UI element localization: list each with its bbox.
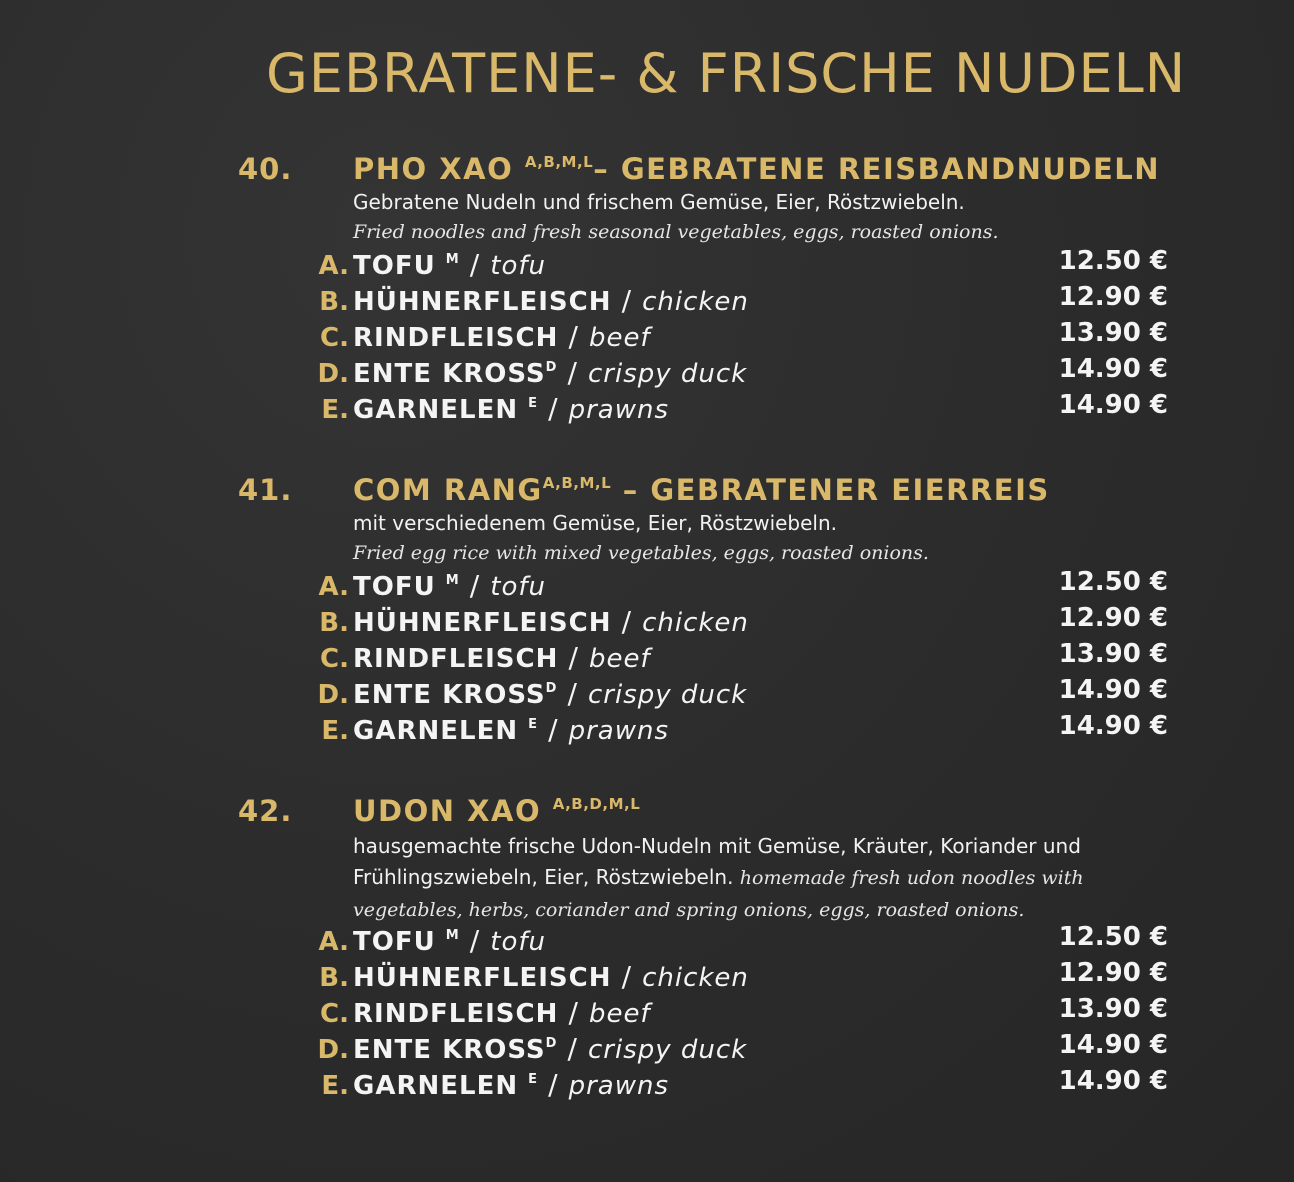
option-allergen: E (528, 717, 539, 732)
option-name: RINDFLEISCH / beef (353, 320, 651, 353)
option-name-en: beef (588, 323, 651, 353)
option-letter: B. (319, 963, 349, 993)
option-name: ENTE $KROSS^D$ / crispy duck (353, 1032, 748, 1065)
option-row (0, 248, 1294, 284)
option-name: TOFU $^M$ / tofu (353, 248, 547, 281)
option-name-en: beef (588, 644, 651, 674)
option-letter: D. (317, 359, 349, 389)
dish-title: UDON XAO (353, 794, 542, 828)
dish-number: 42. (238, 794, 293, 828)
option-row (0, 1032, 1294, 1068)
option-name-de: GARNELEN (353, 395, 519, 425)
option-letter: A. (318, 927, 349, 957)
option-name: ENTE $KROSS^D$ / crispy duck (353, 677, 748, 710)
option-allergen: D (545, 1036, 558, 1051)
option-name: HÜHNERFLEISCH / chicken (353, 284, 749, 317)
option-name-en: crispy duck (587, 680, 748, 710)
dish-number: 41. (238, 473, 293, 507)
option-name: RINDFLEISCH / beef (353, 996, 651, 1029)
option-letter: C. (320, 999, 349, 1029)
option-name: GARNELEN $^E$ / prawns (353, 392, 670, 425)
option-name-de: HÜHNERFLEISCH (353, 963, 612, 993)
option-name: TOFU $^M$ / tofu (353, 924, 547, 957)
option-name: GARNELEN $^E$ / prawns (353, 1068, 670, 1101)
dish-subtitle: – GEBRATENE REISBANDNUDELN (593, 152, 1161, 186)
option-row (0, 320, 1294, 356)
option-allergen: E (528, 396, 539, 411)
option-name-de: GARNELEN (353, 716, 519, 746)
option-allergen: M (445, 252, 460, 267)
option-name-de: TOFU (353, 927, 436, 957)
description-german: Gebratene Nudeln und frischem Gemüse, Eier, Röstzwiebeln. (353, 190, 965, 214)
allergen-codes: A,B,D,M,L (552, 795, 641, 813)
option-name-en: prawns (568, 716, 670, 746)
option-name-de: HÜHNERFLEISCH (353, 287, 612, 317)
option-name-en: tofu (490, 251, 547, 281)
option-price: 12.50 € (1058, 922, 1168, 952)
option-price: 13.90 € (1058, 318, 1168, 348)
option-row (0, 356, 1294, 392)
description-german: hausgemachte frische Udon-Nudeln mit Gemüse, Kräuter, Koriander und Frühlingszwiebeln, Eier, Röstzwiebeln. (353, 834, 1081, 889)
option-name-de: ENTE KROSS (353, 680, 546, 710)
option-price: 14.90 € (1058, 1030, 1168, 1060)
option-price: 13.90 € (1058, 994, 1168, 1024)
option-row (0, 924, 1294, 960)
option-name-en: prawns (568, 395, 670, 425)
page-title: GEBRATENE- & FRISCHE NUDELN (266, 42, 1187, 105)
option-name-en: chicken (642, 287, 749, 317)
option-name-en: prawns (568, 1071, 670, 1101)
option-price: 14.90 € (1058, 675, 1168, 705)
option-price: 14.90 € (1058, 1066, 1168, 1096)
option-name-de: RINDFLEISCH (353, 644, 559, 674)
description-english: Fried egg rice with mixed vegetables, eggs, roasted onions. (353, 542, 929, 564)
option-name: HÜHNERFLEISCH / chicken (353, 960, 749, 993)
allergen-codes: A,B,M,L (524, 153, 594, 171)
option-name-en: chicken (642, 608, 749, 638)
option-row (0, 677, 1294, 713)
option-allergen: M (445, 573, 460, 588)
option-letter: D. (317, 680, 349, 710)
option-name: RINDFLEISCH / beef (353, 641, 651, 674)
option-name-de: TOFU (353, 251, 436, 281)
option-letter: C. (320, 644, 349, 674)
option-row (0, 284, 1294, 320)
dish-name (353, 473, 1050, 507)
option-name-en: tofu (490, 927, 547, 957)
option-row (0, 605, 1294, 641)
option-price: 14.90 € (1058, 354, 1168, 384)
option-price: 12.50 € (1058, 567, 1168, 597)
option-row (0, 960, 1294, 996)
option-price: 12.90 € (1058, 603, 1168, 633)
option-price: 12.50 € (1058, 246, 1168, 276)
description-german: mit verschiedenem Gemüse, Eier, Röstzwiebeln. (353, 511, 838, 535)
option-name-de: RINDFLEISCH (353, 999, 559, 1029)
option-name-de: HÜHNERFLEISCH (353, 608, 612, 638)
option-allergen: E (528, 1072, 539, 1087)
option-name: TOFU $^M$ / tofu (353, 569, 547, 602)
option-name-en: crispy duck (587, 359, 748, 389)
option-row (0, 641, 1294, 677)
option-name-de: TOFU (353, 572, 436, 602)
option-name-de: GARNELEN (353, 1071, 519, 1101)
option-allergen: M (445, 928, 460, 943)
option-row (0, 713, 1294, 749)
dish-name (353, 152, 1160, 186)
option-letter: E. (321, 716, 349, 746)
option-name-en: tofu (490, 572, 547, 602)
option-name-de: ENTE KROSS (353, 1035, 546, 1065)
option-price: 13.90 € (1058, 639, 1168, 669)
dish-title: COM RANG (353, 473, 543, 507)
dish-number: 40. (238, 152, 293, 186)
option-name: ENTE $KROSS^D$ / crispy duck (353, 356, 748, 389)
option-price: 12.90 € (1058, 282, 1168, 312)
description-english: homemade fresh udon noodles with vegetables, herbs, coriander and spring onions, eggs, roasted onions. (353, 867, 1084, 921)
option-row (0, 1068, 1294, 1104)
option-row (0, 996, 1294, 1032)
option-letter: D. (317, 1035, 349, 1065)
option-row (0, 392, 1294, 428)
option-name-de: RINDFLEISCH (353, 323, 559, 353)
option-allergen: D (545, 360, 558, 375)
option-price: 12.90 € (1058, 958, 1168, 988)
option-allergen: D (545, 681, 558, 696)
option-name: GARNELEN $^E$ / prawns (353, 713, 670, 746)
option-letter: A. (318, 572, 349, 602)
option-name-en: chicken (642, 963, 749, 993)
option-letter: E. (321, 395, 349, 425)
option-name-en: beef (588, 999, 651, 1029)
description (353, 831, 1183, 926)
allergen-codes: A,B,M,L (542, 474, 612, 492)
option-name-de: ENTE KROSS (353, 359, 546, 389)
option-letter: A. (318, 251, 349, 281)
option-letter: B. (319, 608, 349, 638)
option-letter: B. (319, 287, 349, 317)
dish-name (353, 794, 640, 828)
option-letter: C. (320, 323, 349, 353)
option-letter: E. (321, 1071, 349, 1101)
option-price: 14.90 € (1058, 711, 1168, 741)
option-name-en: crispy duck (587, 1035, 748, 1065)
option-row (0, 569, 1294, 605)
description-english: Fried noodles and fresh seasonal vegetables, eggs, roasted onions. (353, 221, 999, 243)
option-name: HÜHNERFLEISCH / chicken (353, 605, 749, 638)
dish-subtitle: – GEBRATENER EIERREIS (611, 473, 1050, 507)
option-price: 14.90 € (1058, 390, 1168, 420)
dish-title: PHO XAO (353, 152, 514, 186)
